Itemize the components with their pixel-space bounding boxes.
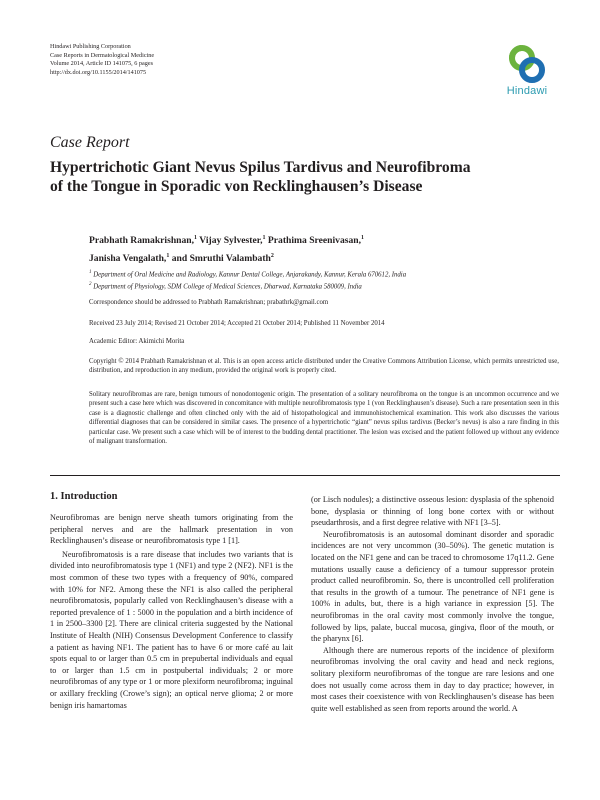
hindawi-logo-icon	[507, 44, 547, 84]
title-line-1: Hypertrichotic Giant Nevus Spilus Tardivus and Neurofibroma	[50, 159, 471, 176]
body-paragraph: Neurofibromatosis is a rare disease that includes two variants that is divided into neurofibromatosis type 1 (NF1) and type 2 (NF2). NF1 is the most common of these two types with a frequency of 90%, compared with 10% for NF2. Among these the NF1 is also called the peripheral neurofibromatosis, popularly called von Recklinghausen’s disease with a reported prevalence of 1 : 5000 in the population and a birth incidence of 1 in 2500–3300 [2]. There are clinical criteria suggested by the National Institute of Health (NIH) Consensus Development Conference to classify a patient as having NF1. The patient has to have 6 or more café au lait spots equal to or larger than 0.5 cm in prepubertal individuals and equal to or larger than 1.5 cm in postpubertal individuals; 2 or more neurofibromas of any type or 1 or more plexiform neurofibroma; inguinal or axillary freckling (Crowe’s sign); an optical nerve glioma; 2 or more benign iris hamartomas	[50, 549, 293, 710]
author-name: and Smruthi Valambath	[171, 252, 271, 264]
author-name: Prathima Sreenivasan,	[267, 235, 362, 247]
body-paragraph: Although there are numerous reports of the incidence of plexiform neurofibromas involving the oral cavity and head and neck regions, solitary plexiform neurofibromas of the tongue are rare lesions and one does not usually come across them in day to day practice; however, in most cases their coexistence with von Recklinghausen’s disease has been quite well established as seen from reports around the world. A	[311, 645, 554, 713]
affiliation-number: 1	[89, 270, 92, 275]
academic-editor: Academic Editor: Akimichi Morita	[89, 338, 185, 345]
hindawi-logo	[497, 44, 557, 106]
author-name: Vijay Sylvester,	[199, 235, 263, 247]
abstract: Solitary neurofibromas are rare, benign tumours of nonodontogenic origin. The presentation of a solitary neurofibroma on the tongue is an uncommon occurrence and we present such a case here which was discovered in concomitance with multiple neurofibromatosis type 1 (von Recklinghausen’s disease). Such a rare presentation seen in this case is a diagnostic challenge and often clinched only with the aid of histopathological and immunohistochemical examination. This work also discusses the various differential diagnoses that can be considered in similar cases. The presence of a hypertrichotic “giant” nevus spilus tardivus (Becker’s nevus) is also a rare finding in this particular case. We present such a case which will be of interest to the budding dental practitioner. The lesion was excised and the patient followed up without any evidence of malignant transformation.	[89, 391, 559, 446]
body-paragraph: (or Lisch nodules); a distinctive osseous lesion: dysplasia of the sphenoid bone, dysplasia or thinning of long bone cortex with or without pseudarthrosis, and a first degree relative with NF1 [3–5].	[311, 495, 554, 528]
affiliation-number: 2	[89, 282, 92, 287]
article-type: Case Report	[50, 134, 130, 151]
body-paragraph: Neurofibromas are benign nerve sheath tumors originating from the peripheral nerves and are the hallmark presentation in von Recklinghausen’s disease or neurofibromatosis type 1 [1].	[50, 513, 293, 546]
journal-name: Case Reports in Dermatological Medicine	[50, 51, 155, 59]
body-paragraph: Neurofibromatosis is an autosomal dominant disorder and sporadic incidences are not very uncommon (30–50%). The genetic mutation is located on the NF1 gene and can be traced to chromosome 17q11.2. Gene mutations usually cause a deficiency of a tumour suppressor protein product called neurofibromin. So, there is uncontrolled cell proliferation that results in the growth of a tumour. The penetrance of NF1 gene is 100% in adults, but, there is a high variance in expression [5]. The neurofibromas in the oral cavity most commonly involve the tongue, followed by lips, palate, buccal mucosa, gingiva, floor of the mouth, or the pharynx [6].	[311, 529, 554, 644]
doi-link[interactable]: http://dx.doi.org/10.1155/2014/141075	[50, 68, 147, 76]
volume-info: Volume 2014, Article ID 141075, 6 pages	[50, 60, 153, 68]
section-divider	[50, 475, 560, 476]
affiliation-text: Department of Physiology, SDM College of Medical Sciences, Dharwad, Karnataka 580009, India	[93, 283, 362, 291]
journal-header	[50, 43, 154, 77]
logo-text: Hindawi	[506, 85, 548, 97]
author-list	[89, 231, 539, 266]
correspondence: Correspondence should be addressed to Prabhath Ramakrishnan; prabathrk@gmail.com	[89, 299, 329, 306]
author-name: Prabhath Ramakrishnan,	[89, 235, 195, 247]
section-heading: 1. Introduction	[50, 491, 118, 502]
affiliation-text: Department of Oral Medicine and Radiology, Kannur Dental College, Anjarakandy, Kannur, Kerala 670612, India	[93, 271, 407, 279]
copyright-notice: Copyright © 2014 Prabhath Ramakrishnan et al. This is an open access article distributed under the Creative Commons Attribution License, which permits unrestricted use, distribution, and reproduction in any medium, provided the original work is properly cited.	[89, 358, 559, 375]
affiliation-1	[89, 268, 559, 279]
author-affiliation-mark: 1	[194, 235, 198, 241]
author-affiliation-mark: 1	[166, 252, 170, 259]
affiliation-2	[89, 280, 559, 291]
publisher-name: Hindawi Publishing Corporation	[50, 43, 131, 50]
author-affiliation-mark: 1	[262, 235, 266, 241]
article-title	[50, 158, 560, 196]
author-affiliation-mark: 1	[361, 235, 365, 241]
body-column-left	[50, 490, 293, 711]
author-affiliation-mark: 2	[270, 252, 274, 259]
author-name: Janisha Vengalath,	[89, 252, 167, 264]
title-line-2: of the Tongue in Sporadic von Recklinghausen’s Disease	[50, 178, 423, 195]
body-column-right	[311, 494, 554, 714]
article-dates: Received 23 July 2014; Revised 21 October 2014; Accepted 21 October 2014; Published 11 November 2014	[89, 320, 385, 327]
